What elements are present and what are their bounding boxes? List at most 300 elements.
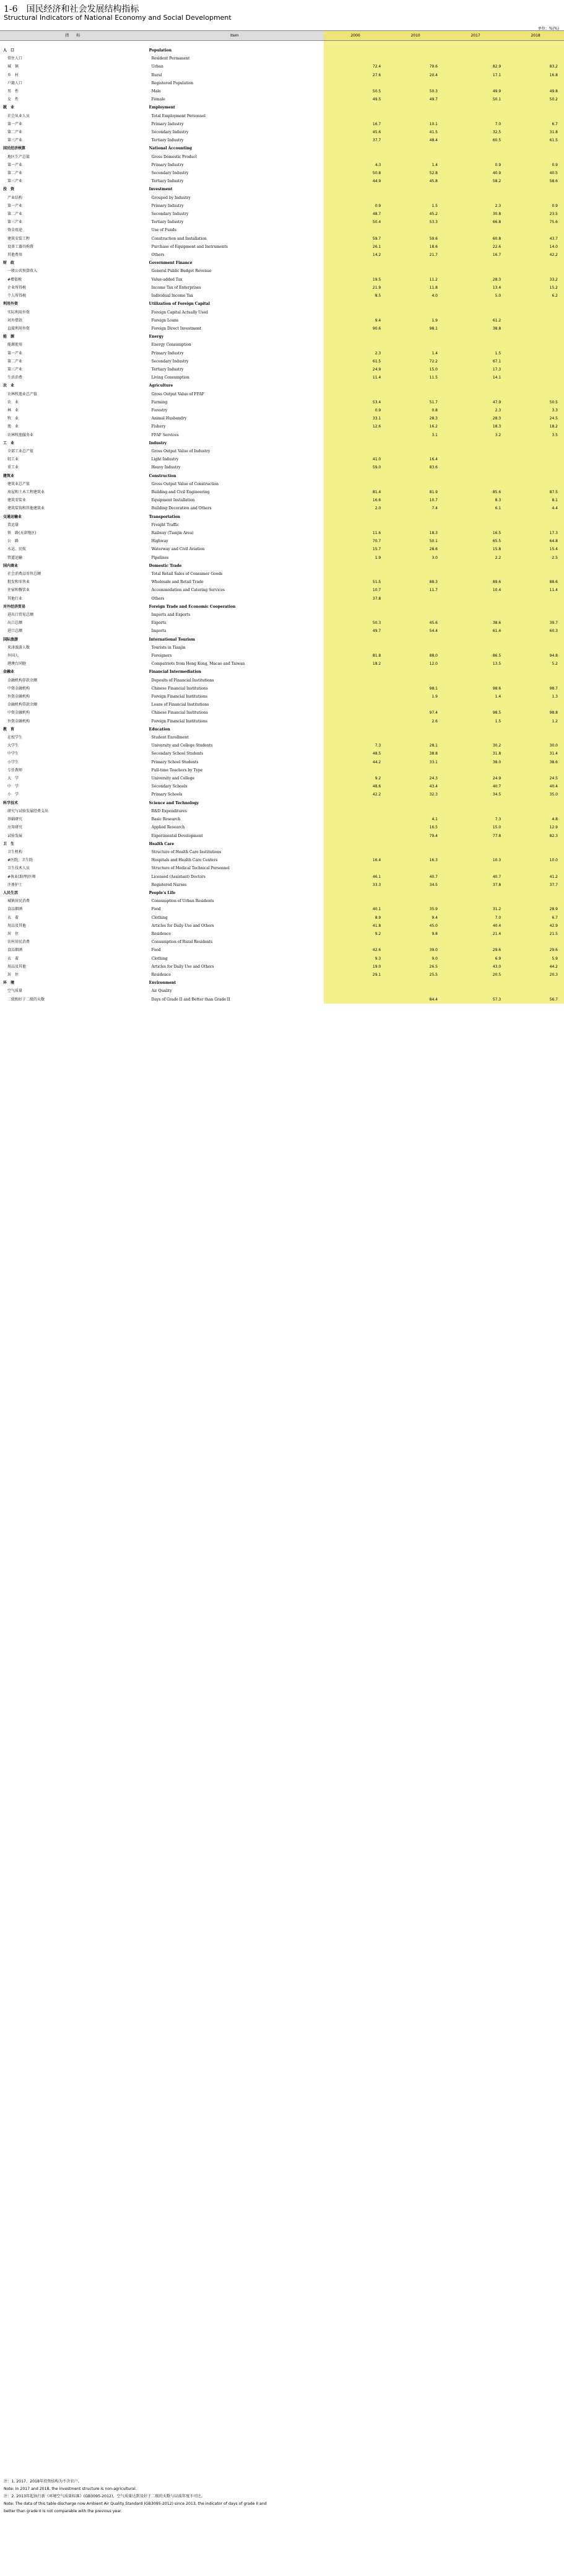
value-cell: 34.5 xyxy=(387,881,444,889)
value-cell: 15.2 xyxy=(507,284,564,292)
footnote-line: 注：1. 2017、2018年投资结构为不含农户。 xyxy=(4,2479,82,2484)
table-row xyxy=(0,87,564,95)
row-label-en: Foreign Direct Investment xyxy=(151,326,202,331)
table-row xyxy=(0,504,564,512)
value-cell xyxy=(444,701,507,709)
table-row xyxy=(0,267,564,275)
value-cell: 42.2 xyxy=(507,251,564,259)
row-label-zh: 衣 着 xyxy=(7,956,19,961)
row-label-zh: 二级和好于二级的天数 xyxy=(7,997,45,1002)
value-cell xyxy=(507,325,564,333)
value-cell: 3.5 xyxy=(507,431,564,439)
value-cell: 18.3 xyxy=(444,423,507,431)
value-cell xyxy=(507,668,564,676)
value-cell: 2.6 xyxy=(387,717,444,725)
row-label-zh: 小 学 xyxy=(7,792,19,797)
row-label-en: Tertiary Industry xyxy=(151,220,184,225)
value-cell: 89.6 xyxy=(444,578,507,586)
value-cell xyxy=(324,848,387,856)
table-row xyxy=(0,971,564,979)
value-cell: 21.9 xyxy=(324,284,387,292)
value-cell: 42.9 xyxy=(507,922,564,930)
value-cell xyxy=(507,153,564,161)
value-cell: 28.1 xyxy=(387,742,444,750)
value-cell xyxy=(444,766,507,774)
row-label-en: Others xyxy=(151,596,165,601)
row-label-zh: 全部工业总产值 xyxy=(7,449,34,453)
table-row xyxy=(0,889,564,897)
row-label-zh: 港澳台同胞 xyxy=(7,662,27,667)
value-cell xyxy=(387,987,444,995)
table-row xyxy=(0,963,564,971)
value-cell xyxy=(324,823,387,831)
value-cell: 16.8 xyxy=(507,71,564,79)
value-cell: 25.5 xyxy=(387,971,444,979)
row-label-zh: #医院、卫生院 xyxy=(7,858,33,863)
row-label-zh: 第二产业 xyxy=(7,359,23,364)
table-row xyxy=(0,766,564,774)
value-cell: 42.6 xyxy=(324,946,387,954)
table-row xyxy=(0,545,564,553)
table-row xyxy=(0,120,564,128)
spacer-cell xyxy=(145,41,324,47)
row-label-zh: 建筑安装业 xyxy=(7,498,27,503)
value-cell: 24.9 xyxy=(444,774,507,782)
table-row xyxy=(0,586,564,594)
value-cell: 60.3 xyxy=(507,627,564,635)
value-cell: 40.1 xyxy=(324,905,387,913)
table-row xyxy=(0,619,564,627)
value-cell xyxy=(444,144,507,152)
row-label-zh: 第一产业 xyxy=(7,203,23,208)
page-title: 1-6 国民经济和社会发展结构指标 xyxy=(4,4,139,14)
table-row xyxy=(0,496,564,504)
row-label-en: Days of Grade II and Better than Grade II xyxy=(151,997,230,1002)
table-row xyxy=(0,63,564,71)
value-cell xyxy=(387,562,444,570)
value-cell: 41.5 xyxy=(387,128,444,136)
row-label-en: Environment xyxy=(149,981,176,986)
value-cell xyxy=(507,840,564,848)
row-label-en: Utilization of Foreign Capital xyxy=(149,302,210,307)
value-cell xyxy=(324,693,387,701)
value-cell xyxy=(324,226,387,234)
row-label-en: Accommodation and Catering Services xyxy=(151,588,225,593)
value-cell xyxy=(387,701,444,709)
value-cell: 26.1 xyxy=(324,243,387,251)
row-label-zh: 渔 业 xyxy=(7,424,19,429)
row-label-zh: 基础研究 xyxy=(7,817,23,822)
value-cell: 3.1 xyxy=(387,431,444,439)
row-label-zh: 轻工业 xyxy=(7,457,19,462)
row-label-en: Employment xyxy=(149,105,175,110)
value-cell: 98.8 xyxy=(507,709,564,717)
value-cell xyxy=(324,55,387,63)
row-label-en: Tertiary Industry xyxy=(151,179,184,184)
table-row xyxy=(0,276,564,284)
table-row xyxy=(0,660,564,668)
value-cell: 33.2 xyxy=(507,276,564,284)
table-row xyxy=(0,251,564,259)
row-label-en: Secondary School Students xyxy=(151,751,204,756)
value-cell xyxy=(507,390,564,398)
row-label-zh: 第三产业 xyxy=(7,179,23,184)
value-cell xyxy=(324,300,387,308)
value-cell xyxy=(387,447,444,455)
value-cell xyxy=(444,603,507,611)
row-label-zh: 个人所得税 xyxy=(7,294,27,299)
value-cell xyxy=(507,349,564,357)
row-label-zh: 大学生 xyxy=(7,743,19,748)
value-cell: 82.3 xyxy=(507,832,564,840)
row-label-en: Pipelines xyxy=(151,555,169,560)
value-cell xyxy=(387,333,444,341)
value-cell: 33.3 xyxy=(324,881,387,889)
value-cell xyxy=(444,668,507,676)
page-subtitle: Structural Indicators of National Economy and Social Development xyxy=(4,14,232,22)
table-row xyxy=(0,406,564,414)
value-cell xyxy=(444,897,507,905)
value-cell: 56.7 xyxy=(507,996,564,1004)
row-label-en: Registered Population xyxy=(151,81,194,85)
value-cell xyxy=(324,766,387,774)
table-row xyxy=(0,897,564,905)
row-label-zh: 其他费用 xyxy=(7,253,23,258)
value-cell: 16.3 xyxy=(387,856,444,864)
value-cell xyxy=(387,570,444,578)
table-row xyxy=(0,987,564,995)
row-label-en: Gross Output Value of Construction xyxy=(151,481,219,486)
row-label-en: Secondary Industry xyxy=(151,171,189,176)
value-cell xyxy=(324,153,387,161)
value-cell: 11.2 xyxy=(387,276,444,284)
row-label-en: Resident Permanent xyxy=(151,56,190,61)
value-cell: 88.0 xyxy=(387,652,444,660)
row-label-en: Total Retail Sales of Consumer Goods xyxy=(151,572,223,576)
table-row xyxy=(0,873,564,881)
value-cell: 4.8 xyxy=(507,815,564,823)
row-label-en: Building and Civil Engineering xyxy=(151,489,210,494)
row-label-zh: 住宿和餐饮业 xyxy=(7,588,30,593)
value-cell: 6.2 xyxy=(507,292,564,300)
table-row xyxy=(0,996,564,1004)
value-cell: 10.4 xyxy=(444,586,507,594)
value-cell xyxy=(507,644,564,652)
table-row xyxy=(0,414,564,423)
table-row xyxy=(0,578,564,586)
row-label-zh: 卫生技术人员 xyxy=(7,866,30,871)
row-label-zh: 其他行业 xyxy=(7,596,23,601)
value-cell xyxy=(444,807,507,815)
value-cell xyxy=(387,194,444,202)
row-label-en: Loans of Financial Institutions xyxy=(151,703,209,708)
row-label-en: Railway (Tianjin Area) xyxy=(151,530,194,535)
header-year: 2017 xyxy=(444,31,507,41)
row-label-en: Animal Husbandry xyxy=(151,416,187,421)
value-cell: 28.3 xyxy=(444,276,507,284)
value-cell: 18.6 xyxy=(387,243,444,251)
table-row xyxy=(0,202,564,210)
value-cell xyxy=(507,374,564,382)
row-label-zh: 农 业 xyxy=(7,400,19,405)
value-cell xyxy=(324,815,387,823)
value-cell xyxy=(387,521,444,529)
table-row xyxy=(0,128,564,136)
value-cell: 10.0 xyxy=(507,856,564,864)
row-label-en: Agriculture xyxy=(149,383,173,388)
row-label-en: Secondary Industry xyxy=(151,130,189,135)
value-cell: 5.9 xyxy=(507,955,564,963)
value-cell: 11.5 xyxy=(387,374,444,382)
value-cell: 72.2 xyxy=(387,357,444,366)
value-cell xyxy=(444,734,507,742)
value-cell xyxy=(507,439,564,447)
row-label-zh: 注册护士 xyxy=(7,882,23,887)
header-year: 2000 xyxy=(324,31,387,41)
table-row xyxy=(0,815,564,823)
row-label-zh: 货运量 xyxy=(7,522,19,527)
value-cell xyxy=(444,570,507,578)
row-label-zh: 农林牧渔业总产值 xyxy=(7,392,38,396)
table-row xyxy=(0,333,564,341)
table-row xyxy=(0,488,564,496)
table-row xyxy=(0,382,564,390)
table-row xyxy=(0,529,564,537)
row-label-zh: 农 业 xyxy=(3,383,15,388)
value-cell: 18.2 xyxy=(507,423,564,431)
value-cell: 12.0 xyxy=(387,660,444,668)
row-label-en: Female xyxy=(151,97,165,102)
value-cell xyxy=(387,807,444,815)
row-label-zh: 牧 业 xyxy=(7,416,19,421)
value-cell: 40.4 xyxy=(444,922,507,930)
value-cell xyxy=(507,309,564,317)
table-row xyxy=(0,153,564,161)
value-cell: 16.4 xyxy=(324,856,387,864)
table-row xyxy=(0,71,564,79)
value-cell: 9.4 xyxy=(387,914,444,922)
value-cell: 82.9 xyxy=(444,63,507,71)
value-cell: 46.1 xyxy=(324,873,387,881)
row-label-zh: 国民经济核算 xyxy=(3,146,26,151)
value-cell xyxy=(324,979,387,987)
table-row xyxy=(0,685,564,693)
table-row xyxy=(0,480,564,488)
value-cell xyxy=(444,725,507,734)
value-cell: 49.8 xyxy=(507,87,564,95)
value-cell: 88.3 xyxy=(387,578,444,586)
spacer-cell xyxy=(507,41,564,47)
value-cell: 94.8 xyxy=(507,652,564,660)
value-cell xyxy=(387,390,444,398)
value-cell xyxy=(324,309,387,317)
table-row xyxy=(0,317,564,325)
value-cell xyxy=(387,938,444,946)
value-cell xyxy=(324,144,387,152)
table-row xyxy=(0,677,564,685)
value-cell: 24.9 xyxy=(324,366,387,374)
row-label-en: Grouped by Industry xyxy=(151,195,191,200)
value-cell: 20.5 xyxy=(444,971,507,979)
value-cell: 49.7 xyxy=(387,95,444,103)
value-cell: 4.1 xyxy=(387,815,444,823)
value-cell xyxy=(507,463,564,471)
value-cell: 12.9 xyxy=(507,823,564,831)
value-cell: 0.9 xyxy=(444,161,507,169)
value-cell: 2.3 xyxy=(444,406,507,414)
row-label-zh: 林 业 xyxy=(7,408,19,413)
row-label-zh: 就 业 xyxy=(3,105,15,110)
table-row xyxy=(0,717,564,725)
row-label-en: Primary Industry xyxy=(151,121,184,126)
table-row xyxy=(0,169,564,177)
value-cell: 5.0 xyxy=(444,292,507,300)
row-label-zh: 建筑业总产值 xyxy=(7,481,30,486)
row-label-en: Construction xyxy=(149,473,176,478)
row-label-zh: 产业结构 xyxy=(7,195,23,200)
value-cell: 34.5 xyxy=(444,791,507,799)
value-cell xyxy=(507,79,564,87)
value-cell: 20.4 xyxy=(387,71,444,79)
table-row xyxy=(0,341,564,349)
table-row xyxy=(0,758,564,766)
value-cell: 21.4 xyxy=(444,930,507,938)
row-label-en: Gross Output Value of FFAF xyxy=(151,392,204,396)
value-cell: 20.3 xyxy=(507,971,564,979)
value-cell: 31.8 xyxy=(444,750,507,758)
value-cell: 2.0 xyxy=(324,504,387,512)
value-cell xyxy=(324,636,387,644)
table-row xyxy=(0,742,564,750)
value-cell: 61.5 xyxy=(324,357,387,366)
value-cell: 45.2 xyxy=(387,210,444,218)
value-cell xyxy=(444,259,507,267)
row-label-zh: 居 住 xyxy=(7,972,19,977)
value-cell: 35.0 xyxy=(507,791,564,799)
value-cell xyxy=(507,766,564,774)
value-cell xyxy=(324,807,387,815)
row-label-zh: 铁 路(天津地区) xyxy=(7,530,37,535)
row-label-en: Farming xyxy=(151,400,168,405)
value-cell: 18.2 xyxy=(324,660,387,668)
row-label-zh: 进出口贸易总额 xyxy=(7,613,34,618)
value-cell: 1.4 xyxy=(387,161,444,169)
value-cell xyxy=(324,341,387,349)
row-label-en: University and College Students xyxy=(151,743,213,748)
value-cell: 1.2 xyxy=(507,717,564,725)
row-label-en: Male xyxy=(151,89,161,94)
value-cell xyxy=(324,709,387,717)
row-label-en: Primary Industry xyxy=(151,162,184,167)
footnote-line: better than grade II is not comparable with the previous year. xyxy=(4,2509,123,2513)
value-cell xyxy=(507,889,564,897)
row-label-zh: 国内商业 xyxy=(3,563,19,568)
value-cell xyxy=(507,333,564,341)
value-cell xyxy=(507,595,564,603)
row-label-zh: 外资金融机构 xyxy=(7,694,30,699)
value-cell xyxy=(324,431,387,439)
spacer-cell xyxy=(324,41,387,47)
value-cell: 98.5 xyxy=(444,709,507,717)
value-cell: 11.8 xyxy=(387,284,444,292)
value-cell xyxy=(507,357,564,366)
value-cell: 17.1 xyxy=(444,71,507,79)
value-cell xyxy=(444,194,507,202)
table-row xyxy=(0,259,564,267)
row-label-zh: 中资金融机构 xyxy=(7,711,30,716)
header-year: 2010 xyxy=(387,31,444,41)
value-cell: 53.4 xyxy=(324,398,387,406)
page-header xyxy=(0,0,564,25)
value-cell: 16.2 xyxy=(387,423,444,431)
table-row xyxy=(0,55,564,63)
value-cell xyxy=(324,259,387,267)
table-row xyxy=(0,103,564,112)
value-cell: 97.4 xyxy=(387,709,444,717)
value-cell: 9.2 xyxy=(324,930,387,938)
row-label-zh: 第一产业 xyxy=(7,351,23,356)
value-cell: 21.7 xyxy=(387,251,444,259)
row-label-en: Clothing xyxy=(151,915,168,920)
value-cell: 81.9 xyxy=(387,488,444,496)
table-row xyxy=(0,161,564,169)
value-cell xyxy=(444,46,507,55)
value-cell: 45.6 xyxy=(324,128,387,136)
row-label-en: Foreign Financial Institutions xyxy=(151,719,207,724)
table-row xyxy=(0,938,564,946)
row-label-zh: 中 学 xyxy=(7,784,19,789)
value-cell: 1.3 xyxy=(507,693,564,701)
value-cell: 2.2 xyxy=(444,554,507,562)
row-label-en: Income Tax of Enterprises xyxy=(151,285,201,290)
value-cell xyxy=(324,677,387,685)
value-cell: 6.7 xyxy=(507,120,564,128)
table-row xyxy=(0,79,564,87)
value-cell: 58.6 xyxy=(507,177,564,185)
row-label-zh: 实际利用外资 xyxy=(7,310,30,315)
value-cell xyxy=(507,725,564,734)
row-label-en: Equipment Installation xyxy=(151,498,195,503)
row-label-en: Light Industry xyxy=(151,457,179,462)
table-row xyxy=(0,325,564,333)
table-row xyxy=(0,636,564,644)
value-cell xyxy=(444,103,507,112)
value-cell xyxy=(507,455,564,463)
value-cell xyxy=(324,447,387,455)
row-label-en: Air Quality xyxy=(151,989,172,994)
row-label-zh: 第三产业 xyxy=(7,367,23,372)
row-label-en: Building Decoration and Others xyxy=(151,506,212,511)
value-cell xyxy=(324,439,387,447)
table-row xyxy=(0,922,564,930)
row-label-en: Experimental Development xyxy=(151,833,203,838)
value-cell: 0.9 xyxy=(324,202,387,210)
value-cell: 77.8 xyxy=(444,832,507,840)
row-label-zh: 人民生活 xyxy=(3,890,19,895)
value-cell: 18.3 xyxy=(387,529,444,537)
row-label-en: Consumption of Rural Residents xyxy=(151,940,213,945)
value-cell: 50.2 xyxy=(507,95,564,103)
value-cell: 48.7 xyxy=(324,210,387,218)
row-label-zh: 食品烟酒 xyxy=(7,948,23,953)
row-label-zh: 第三产业 xyxy=(7,138,23,143)
table-row xyxy=(0,905,564,913)
value-cell xyxy=(324,987,387,995)
value-cell: 64.8 xyxy=(507,537,564,545)
value-cell: 66.8 xyxy=(444,218,507,226)
table-row xyxy=(0,603,564,611)
value-cell: 9.0 xyxy=(387,955,444,963)
